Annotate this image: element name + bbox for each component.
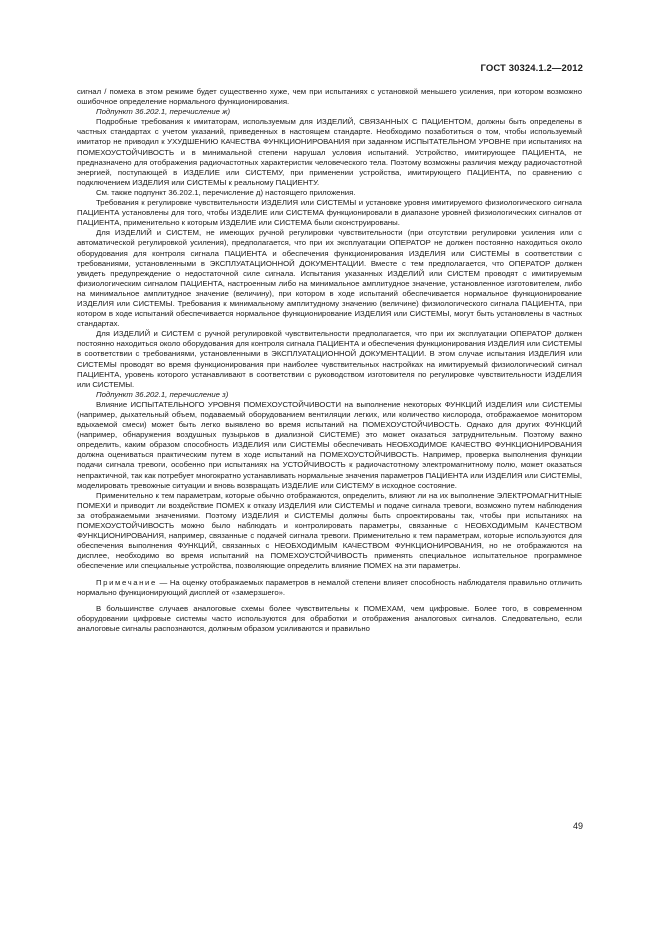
subclause-heading: Подпункт 36.202.1, перечисление ж) <box>96 107 231 117</box>
subclause-heading: Подпункт 36.202.1, перечисление з) <box>96 389 229 399</box>
note-label: Примечание <box>96 577 157 587</box>
standard-designation: ГОСТ 30324.1.2—2012 <box>480 63 583 74</box>
paragraph: Влияние ИСПЫТАТЕЛЬНОГО УРОВНЯ ПОМЕХОУСТОЙЧИВОСТИ на выполнение некоторых ФУНКЦИЙ ИЗДЕЛИЯ или СИСТЕМЫ (например, дыхательный объем, подаваемый оборудованием вентиляции легких, или количество кислорода, отображаемое монитором вдыхаемой смеси) может быть легко выявлено во время испытаний на ПОМЕХОУСТОЙЧИВОСТЬ. Однако для других ФУНКЦИЙ (например, обнаружения воздушных пузырьков в диализной СИСТЕМЕ) это может оказаться затруднительным. Поэтому важно определить, каким образом способность ИЗДЕЛИЯ или СИСТЕМЫ обеспечивать НЕОБХОДИМОЕ КАЧЕСТВО ФУНКЦИОНИРОВАНИЯ должна оцениваться практическим путем в ходе испытаний на ПОМЕХОУСТОЙЧИВОСТЬ. Например, проверка выполнения функции подачи сигнала тревоги, особенно при испытаниях на УСТОЙЧИВОСТЬ к радиочастотному электромагнитному полю, может оказаться непрактичной, так как потребует многократно устанавливать нормальные значения параметров ПАЦИЕНТА или ИЗДЕЛИЯ или СИСТЕМЫ, моделировать тревожные ситуации и вновь возвращать ИЗДЕЛИЕ или СИСТЕМУ в исходное состояние. <box>77 399 582 490</box>
paragraph: Требования к регулировке чувствительности ИЗДЕЛИЯ или СИСТЕМЫ и установке уровня имитируемого физиологического сигнала ПАЦИЕНТА установлены для того, чтобы ИЗДЕЛИЕ или СИСТЕМА функционировали в диапазоне уровней физиологических сигналов от ПАЦИЕНТА, применительно к которым ИЗДЕЛИЕ или СИСТЕМА были сконструированы. <box>77 198 582 228</box>
paragraph: Для ИЗДЕЛИЙ и СИСТЕМ, не имеющих ручной регулировки чувствительности (при отсутствии регулировки усиления или с автоматической регулировкой усиления), предполагается, что при их эксплуатации ОПЕРАТОР не должен постоянно находиться около оборудования для контроля сигнала ПАЦИЕНТА и обеспечения функционирования ИЗДЕЛИЯ или СИСТЕМЫ в соответствии с требованиями, установленными в ЭКСПЛУАТАЦИОННОЙ ДОКУМЕНТАЦИИ. Вместе с тем предполагается, что ОПЕРАТОР должен увидеть предупреждение о недостаточной силе сигнала. Испытания указанных ИЗДЕЛИЙ или СИСТЕМ проводят с имитируемым физиологическим сигналом ПАЦИЕНТА, настроенным либо на минимальное амплитудное значение, установленное изготовителем, либо на минимальное амплитудное значение (величину), при котором в ходе испытаний обеспечивается нормальное функционирование ИЗДЕЛИЯ или СИСТЕМЫ. Требования к минимальному амплитудному значению (величине) физиологического сигнала ПАЦИЕНТА, при котором в ходе испытаний обеспечивается нормальное функционирование ИЗДЕЛИЯ или СИСТЕМЫ, могут быть установлены в частных стандартах. <box>77 228 582 329</box>
paragraph: Подробные требования к имитаторам, используемым для ИЗДЕЛИЙ, СВЯЗАННЫХ С ПАЦИЕНТОМ, должны быть определены в частных стандартах с учетом указаний, приведенных в настоящем стандарте. Необходимо позаботиться о том, чтобы используемый имитатор не приводил к УХУДШЕНИЮ КАЧЕСТВА ФУНКЦИОНИРОВАНИЯ при заданном ИСПЫТАТЕЛЬНОМ УРОВНЕ при испытаниях на ПОМЕХОУСТОЙЧИВОСТЬ и в минимальной степени нарушал условия испытаний. Устройство, имитирующее ПАЦИЕНТА, не предназначено для отображения радиочастотных характеристик человеческого тела. Поэтому возможны различия между радиочастотной энергией, поступающей в ИЗДЕЛИЕ или СИСТЕМУ, при применении устройства, имитирующего ПАЦИЕНТА, по сравнению с подключением ИЗДЕЛИЯ или СИСТЕМЫ к реальному ПАЦИЕНТУ. <box>77 117 582 187</box>
note-text: — На оценку отображаемых параметров в немалой степени влияет способность наблюдателя правильно отличить нормально функционирующий дисплей от «замерзшего». <box>77 577 582 597</box>
paragraph: Применительно к тем параметрам, которые обычно отображаются, определить, влияют ли на их выполнение ЭЛЕКТРОМАГНИТНЫЕ ПОМЕХИ и приводит ли воздействие ПОМЕХ к отказу ИЗДЕЛИЯ или СИСТЕМЫ и подаче сигнала тревоги, возможно путем наблюдения за отображаемыми значениями. Поэтому ИЗДЕЛИЯ и СИСТЕМЫ должны быть спроектированы так, чтобы при испытаниях на ПОМЕХОУСТОЙЧИВОСТЬ можно было наблюдать и контролировать параметры, связанные с НЕОБХОДИМЫМ КАЧЕСТВОМ ФУНКЦИОНИРОВАНИЯ, например, связанные с подачей сигнала тревоги. Применительно к тем параметрам, которые используются для обеспечения выполнения ФУНКЦИЙ, связанных с НЕОБХОДИМЫМ КАЧЕСТВОМ ФУНКЦИОНИРОВАНИЯ, но не отображаются на дисплее, необходимо во время испытаний на ПОМЕХОУСТОЙЧИВОСТЬ применять специальное испытательное программное обеспечение или специальные устройства, позволяющие определить влияние ПОМЕХ на эти параметры. <box>77 490 582 571</box>
note <box>77 578 582 598</box>
paragraph: Для ИЗДЕЛИЙ и СИСТЕМ с ручной регулировкой чувствительности предполагается, что при их эксплуатации ОПЕРАТОР должен постоянно находиться около оборудования для контроля сигнала ПАЦИЕНТА и обеспечения функционирования ИЗДЕЛИЯ или СИСТЕМЫ в соответствии с требованиями, установленными в ЭКСПЛУАТАЦИОННОЙ ДОКУМЕНТАЦИИ. В этом случае испытания ИЗДЕЛИЯ или СИСТЕМЫ проводят во время функционирования при наиболее чувствительных настройках на имитируемый физиологический сигнал ПАЦИЕНТА, уровень которого устанавливают в соответствии с руководством изготовителя по регулировке чувствительности ИЗДЕЛИЯ или СИСТЕМЫ. <box>77 329 582 389</box>
page-number: 49 <box>572 821 583 831</box>
paragraph-continuation: сигнал / помеха в этом режиме будет существенно хуже, чем при испытаниях с установкой меньшего усиления, при котором возможно ошибочное определение нормального функционирования. <box>77 87 582 107</box>
document-body <box>77 87 582 634</box>
paragraph: В большинстве случаев аналоговые схемы более чувствительны к ПОМЕХАМ, чем цифровые. Более того, в современном оборудовании цифровые системы часто используются для обработки и отображения аналоговых сигналов. Следовательно, если аналоговые сигналы распознаются, должным образом усиливаются и правильно <box>77 603 582 633</box>
paragraph: См. также подпункт 36.202.1, перечисление д) настоящего приложения. <box>96 187 356 197</box>
